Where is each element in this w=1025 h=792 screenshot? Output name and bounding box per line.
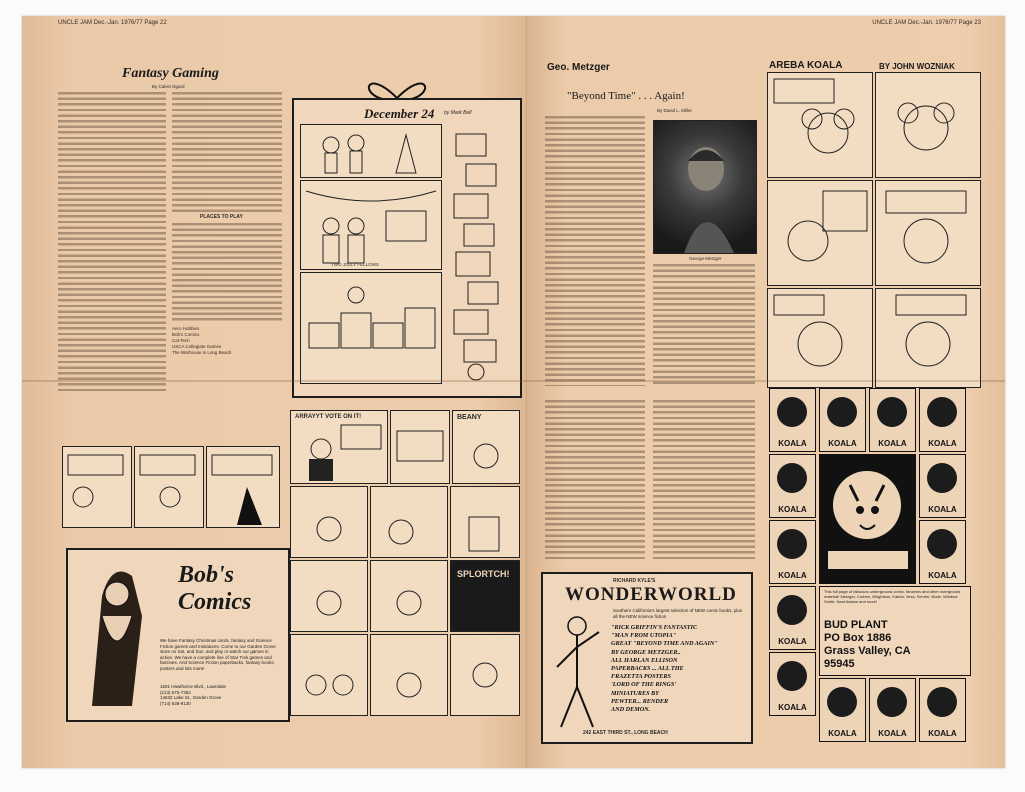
splortch-comic-panel	[450, 560, 520, 632]
koala-label: KOALA	[828, 439, 857, 448]
strip-panel	[767, 72, 873, 178]
budplant-city: Grass Valley, CA	[824, 645, 911, 657]
koala-grid	[769, 388, 981, 744]
article-column-2	[172, 92, 282, 212]
article-column-2	[653, 264, 755, 386]
horizontal-fold	[22, 380, 1005, 382]
stores-list	[172, 326, 282, 356]
wonderworld-line: PAPERBACKS ... ALL THE	[611, 665, 684, 673]
strip-panel	[62, 446, 132, 528]
budplant-box	[819, 586, 971, 676]
right-page-header: UNCLE JAM Dec.-Jan. 1976/77 Page 23	[872, 20, 981, 26]
subhead: PLACES TO PLAY	[200, 214, 243, 220]
comic-panel	[300, 272, 442, 384]
strip-byline: BY JOHN WOZNIAK	[879, 62, 955, 71]
strip-panel	[875, 180, 981, 286]
wonderworld-line: 'LORD OF THE RINGS'	[611, 681, 677, 689]
left-page-header: UNCLE JAM Dec.-Jan. 1976/77 Page 22	[58, 20, 167, 26]
comic-panel	[370, 560, 448, 632]
beany-comic-panel	[452, 410, 520, 484]
strip-panel	[767, 180, 873, 286]
vote-comic-panel	[290, 410, 388, 484]
comic2-title: ARRAYYT VOTE ON IT!	[295, 414, 362, 420]
comic-panel	[300, 180, 442, 270]
koala-strip	[767, 72, 979, 386]
koala-label: KOALA	[928, 729, 957, 738]
ad-text: We have Fantasy Christmas cards, fantasy and Science Fiction games and miniatures. Come to our Garden Grove store on Sat. and Sun. and play or watch our games in action. We have a complete line of Star Trek games and fanzines. And Science Fiction paperbacks, fantasy books, posters and lots more!	[160, 638, 276, 671]
koala-tile	[819, 678, 866, 742]
comic1-caption: TWO JOLLY FELLOWS	[331, 262, 379, 267]
budplant-zip: 95945	[824, 658, 855, 670]
strip-panel	[875, 72, 981, 178]
wonderworld-line: "MAN FROM UTOPIA"	[611, 632, 677, 640]
metzger-photo	[653, 120, 757, 254]
article-column-4	[653, 400, 755, 560]
store-item: Bob's Comics	[172, 332, 200, 337]
strip-panel	[875, 288, 981, 388]
hero-illustration-icon	[547, 612, 607, 732]
strip-panel	[206, 446, 280, 528]
wizard-illustration-icon	[72, 556, 152, 711]
wonderworld-line: BY GEORGE METZGER..	[611, 648, 681, 656]
koala-center-illustration	[819, 454, 916, 584]
koala-tile	[769, 586, 816, 650]
comic-panel	[290, 634, 368, 716]
byline: By David L. Miller	[657, 108, 693, 113]
right-page	[527, 16, 1005, 768]
article-column-1	[58, 92, 166, 392]
comic3-title: BEANY	[457, 414, 482, 421]
koala-label: KOALA	[878, 729, 907, 738]
comic4-title: SPLORTCH!	[457, 569, 510, 579]
calendar-credit: by Mark Bell	[444, 110, 472, 116]
comic-panel	[300, 124, 442, 178]
koala-tile	[769, 454, 816, 518]
ad-address-2: 14632 Lake St., Garden Grove	[160, 695, 222, 700]
koala-tile	[919, 388, 966, 452]
gift-stack-panel	[446, 124, 512, 386]
koala-label: KOALA	[928, 505, 957, 514]
koala-tile	[919, 678, 966, 742]
article-title: Fantasy Gaming	[122, 66, 219, 81]
wonderworld-address: 242 EAST THIRD ST., LONG BEACH	[583, 730, 668, 736]
koala-label: KOALA	[828, 729, 857, 738]
section-label: Geo. Metzger	[547, 62, 610, 73]
wonderworld-presents: RICHARD KYLE'S	[613, 578, 656, 584]
koala-label: KOALA	[778, 637, 807, 646]
wonderworld-line: AND DEMON.	[611, 706, 651, 714]
wonderworld-line: MINIATURES BY	[611, 689, 659, 697]
wonderworld-tag: Southern California's largest selection of NEW comic books, plus all the NEW science fiction	[613, 608, 743, 619]
strip-title: AREBA KOALA	[769, 60, 843, 71]
article-column-3	[172, 223, 282, 323]
koala-tile	[919, 520, 966, 584]
ad-address-1: 1601 Hawthorne Blvd., Lawndale	[160, 684, 227, 689]
calendar-title: December 24	[364, 106, 435, 121]
left-page	[22, 16, 527, 768]
ad-phone-1: (213) 675-7352	[160, 689, 191, 695]
koala-label: KOALA	[878, 439, 907, 448]
comic-panel	[370, 486, 448, 558]
store-item: Aero Hobbies	[172, 326, 200, 331]
comic-panel	[290, 486, 368, 558]
koala-tile	[769, 388, 816, 452]
store-item: Cal-Tech	[172, 338, 190, 343]
byline: By Calvin Dgard	[152, 84, 185, 89]
koala-label: KOALA	[928, 571, 957, 580]
store-item: USCA Collegiate Games	[172, 344, 222, 349]
ad-phone-2: (714) 638-9130	[160, 700, 191, 706]
calendar-box	[292, 98, 522, 398]
budplant-name: BUD PLANT	[824, 619, 888, 631]
koala-label: KOALA	[778, 439, 807, 448]
wonderworld-line: ALL HARLAN ELLISON	[611, 656, 678, 664]
wonderworld-line: FRAZETTA POSTERS	[611, 673, 672, 681]
photo-caption: George Metzger	[689, 256, 722, 261]
comic-panel	[390, 410, 450, 484]
wonderworld-name: WONDERWORLD	[565, 584, 737, 605]
koala-tile	[869, 388, 916, 452]
article-title: "Beyond Time" . . . Again!	[567, 90, 685, 102]
article-column-3	[545, 400, 645, 560]
store-item: The Warhouse in Long Beach	[172, 350, 232, 355]
koala-tile	[769, 520, 816, 584]
budplant-box-number: PO Box 1886	[824, 632, 892, 644]
ad-name: Bob's Comics	[178, 562, 252, 615]
budplant-text: This full page of fabulous underground comix, fanzines and other overground material! Metzger, Corben, Wrightson, Kaluta, Vess, Schrier, Bode, Windsor Smith, Neal Adams and more!	[824, 589, 961, 604]
wonderworld-ad	[541, 572, 753, 744]
koala-label: KOALA	[928, 439, 957, 448]
koala-tile	[919, 454, 966, 518]
koala-label: KOALA	[778, 571, 807, 580]
comic-panel	[450, 486, 520, 558]
koala-tile	[769, 652, 816, 716]
strip-panel	[134, 446, 204, 528]
wonderworld-lines	[611, 624, 749, 714]
comic-panel	[370, 634, 448, 716]
article-column-1	[545, 116, 645, 386]
koala-label: KOALA	[778, 703, 807, 712]
strip-panel	[767, 288, 873, 388]
koala-label: KOALA	[778, 505, 807, 514]
comic-strip	[62, 446, 280, 526]
wonderworld-line: PEWTER... RENDER	[611, 697, 669, 705]
bobs-comics-ad	[66, 548, 290, 722]
ad-addresses	[160, 684, 280, 706]
wonderworld-line: GREAT "BEYOND TIME AND AGAIN"	[611, 640, 718, 648]
comic-panel	[290, 560, 368, 632]
comic-panel	[450, 634, 520, 716]
wonderworld-line: "RICK GRIFFIN'S FANTASTIC	[611, 624, 698, 631]
koala-tile	[869, 678, 916, 742]
koala-tile	[819, 388, 866, 452]
